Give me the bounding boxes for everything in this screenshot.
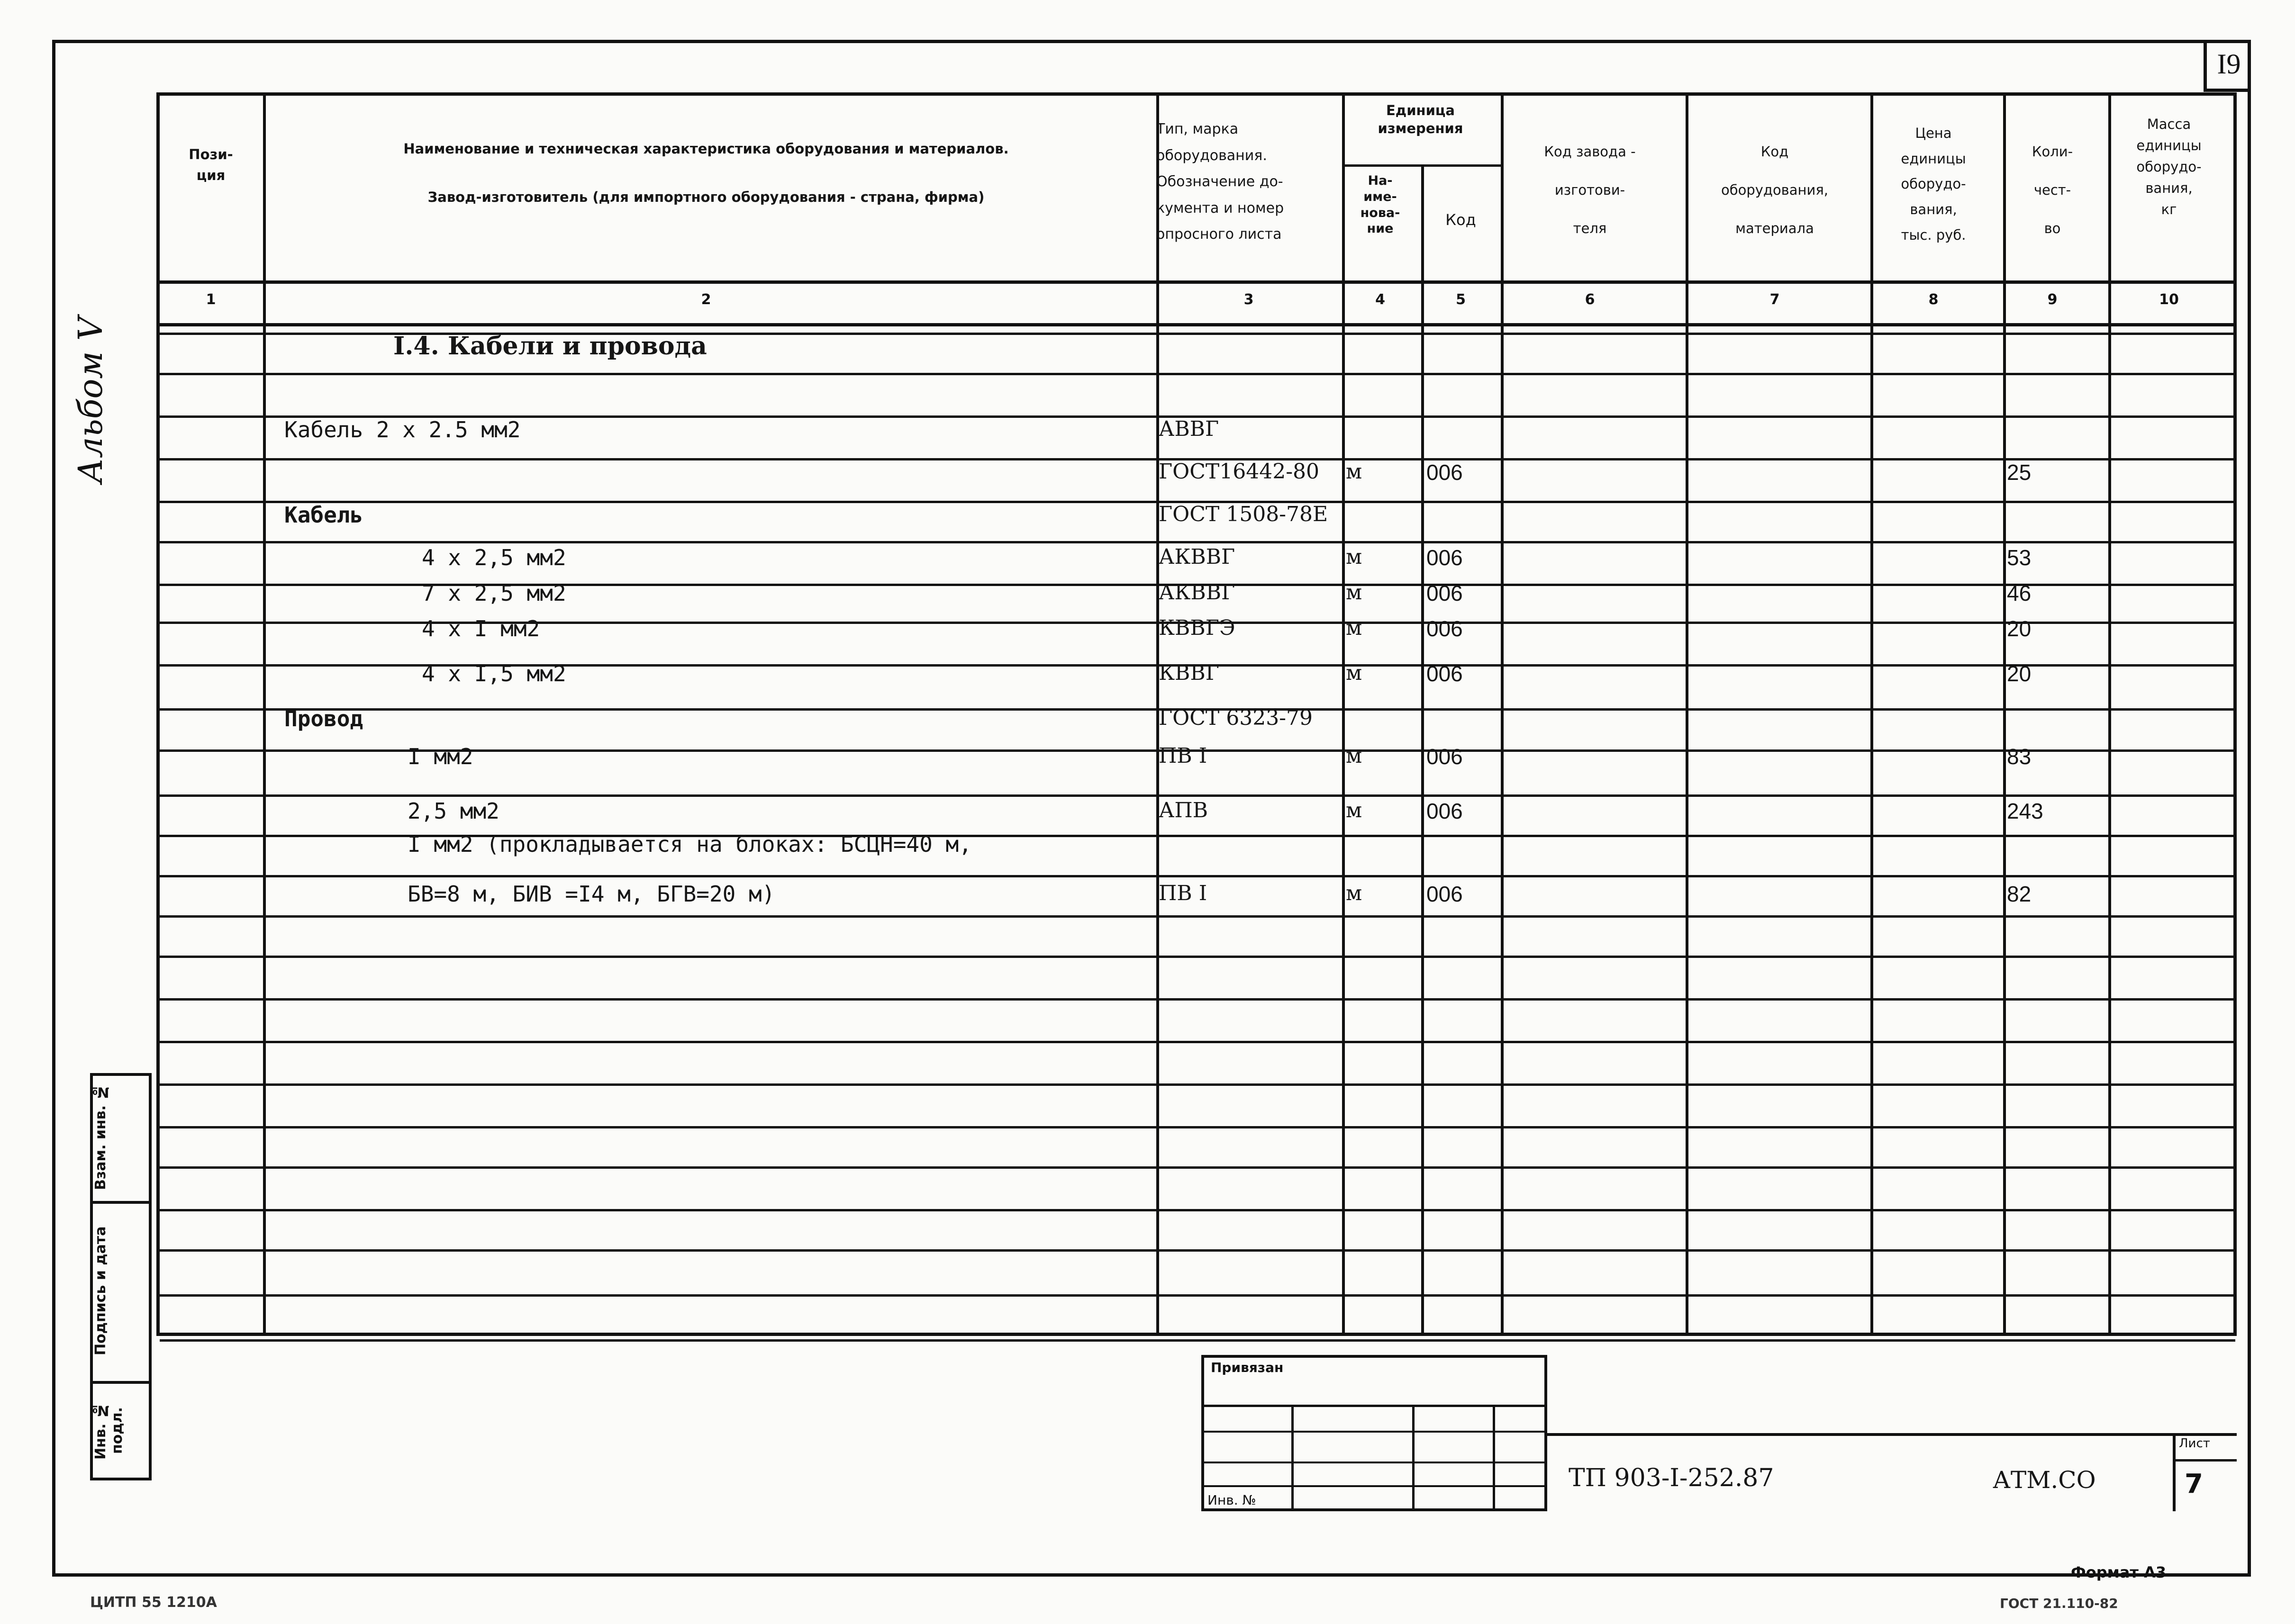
row-divider (160, 915, 2235, 918)
linked-label: Привязан (1211, 1360, 1284, 1375)
row-type: ГОСТ16442-80 (1159, 460, 1320, 484)
row-name: I.4. Кабели и провода (393, 332, 707, 361)
row-name: 2,5 мм2 (408, 798, 499, 824)
header-material-code: Код оборудования, материала (1721, 144, 1829, 237)
row-type: ПВ I (1159, 744, 1207, 768)
header-mass: Масса единицы оборудо- вания, кг (2136, 116, 2202, 217)
header-price: Цена единицы оборудо- вания, тыс. руб. (1901, 125, 1966, 243)
row-unit: м (1346, 881, 1362, 905)
row-code: 006 (1426, 581, 1463, 605)
document-code: ТП 903-I-252.87 (1569, 1464, 1774, 1492)
page-number: I9 (2204, 40, 2251, 92)
col-num-9: 9 (2047, 291, 2058, 308)
row-divider (160, 1209, 2235, 1211)
col-num-10: 10 (2159, 291, 2179, 308)
linked-stamp (1201, 1355, 1547, 1511)
col-num-2: 2 (701, 291, 711, 308)
sheet-number: 7 (2185, 1469, 2203, 1499)
row-unit: м (1346, 545, 1362, 569)
header-factory-code: Код завода - изготови- теля (1544, 144, 1636, 237)
footer-left-code: ЦИТП 55 1210А (90, 1594, 217, 1611)
row-type: АВВГ (1159, 417, 1219, 441)
row-divider (160, 1041, 2235, 1043)
row-type: КВВГ (1159, 661, 1219, 685)
row-divider (160, 373, 2235, 375)
col-num-3: 3 (1243, 291, 1254, 308)
header-name-line2: Завод-изготовитель (для импортного оборудования - страна, фирма) (427, 189, 985, 205)
row-name: Кабель (284, 502, 363, 528)
format-label: Формат А3 (2071, 1563, 2167, 1581)
row-type: АКВВГ (1159, 545, 1235, 569)
row-name: 4 х I мм2 (422, 616, 540, 641)
row-divider (160, 1339, 2235, 1342)
side-label-signature: Подпись и дата (92, 1226, 109, 1356)
row-quantity: 82 (2007, 882, 2032, 906)
col-num-4: 4 (1375, 291, 1385, 308)
inventory-label: Инв. № (1207, 1492, 1256, 1508)
row-code: 006 (1426, 882, 1463, 906)
row-divider (160, 541, 2235, 543)
header-quantity: Коли- чест- во (2032, 144, 2073, 237)
header-position: Пози- ция (189, 146, 233, 183)
row-type: АКВВГ (1159, 580, 1235, 604)
row-type: АПВ (1159, 798, 1208, 822)
row-unit: м (1346, 661, 1362, 685)
row-quantity: 83 (2007, 744, 2032, 769)
row-unit: м (1346, 798, 1362, 822)
row-name: I мм2 (прокладывается на блоках: БСЦН=40 м, (408, 831, 972, 857)
row-quantity: 46 (2007, 581, 2032, 605)
sheet-label: Лист (2179, 1436, 2210, 1451)
row-unit: м (1346, 616, 1362, 640)
row-divider (160, 1126, 2235, 1128)
header-unit-name: На- име- нова- ние (1360, 173, 1400, 236)
row-quantity: 20 (2007, 616, 2032, 641)
header-unit-code: Код (1445, 211, 1476, 229)
footer-right-code: ГОСТ 21.110-82 (2000, 1596, 2118, 1611)
row-quantity: 25 (2007, 460, 2032, 485)
row-name: 4 х I,5 мм2 (422, 661, 566, 686)
header-name-line1: Наименование и техническая характеристика оборудования и материалов. (403, 141, 1009, 157)
row-quantity: 53 (2007, 545, 2032, 570)
row-divider (160, 1294, 2235, 1297)
row-unit: м (1346, 460, 1362, 484)
document-mark: АТМ.СО (1993, 1466, 2096, 1494)
row-name: Кабель 2 х 2.5 мм2 (284, 417, 521, 442)
row-divider (160, 1083, 2235, 1086)
row-divider (160, 998, 2235, 1001)
row-type: ПВ I (1159, 881, 1207, 905)
row-name: БВ=8 м, БИВ =I4 м, БГВ=20 м) (408, 881, 775, 907)
row-name: 4 х 2,5 мм2 (422, 545, 566, 570)
row-code: 006 (1426, 661, 1463, 686)
row-divider (160, 1249, 2235, 1252)
row-type: ГОСТ 1508-78Е (1159, 502, 1328, 526)
side-label-replace: Взам. инв. № (92, 1083, 109, 1191)
col-num-7: 7 (1769, 291, 1780, 308)
row-type: КВВГЭ (1159, 616, 1235, 640)
row-divider (160, 794, 2235, 797)
row-quantity: 243 (2007, 799, 2043, 823)
row-code: 006 (1426, 799, 1463, 823)
header-type: Тип, марка оборудования. Обозначение до- кумента и номер опросного листа (1156, 121, 1284, 243)
side-label-inventory: Инв. № подл. (92, 1402, 126, 1460)
col-num-1: 1 (206, 291, 216, 308)
col-num-8: 8 (1928, 291, 1939, 308)
row-divider (160, 1166, 2235, 1169)
album-label: Альбом V (71, 316, 110, 483)
row-code: 006 (1426, 616, 1463, 641)
row-unit: м (1346, 744, 1362, 768)
col-num-5: 5 (1456, 291, 1466, 308)
row-name: Провод (284, 706, 363, 731)
row-name: 7 х 2,5 мм2 (422, 580, 566, 606)
row-type: ГОСТ 6323-79 (1159, 706, 1313, 730)
row-name: I мм2 (408, 744, 473, 769)
col-num-6: 6 (1585, 291, 1595, 308)
row-unit: м (1346, 580, 1362, 604)
row-divider (160, 956, 2235, 958)
row-code: 006 (1426, 545, 1463, 570)
row-code: 006 (1426, 460, 1463, 485)
row-quantity: 20 (2007, 661, 2032, 686)
row-divider (160, 875, 2235, 877)
header-unit-group: Единица измерения (1378, 102, 1463, 136)
row-code: 006 (1426, 744, 1463, 769)
